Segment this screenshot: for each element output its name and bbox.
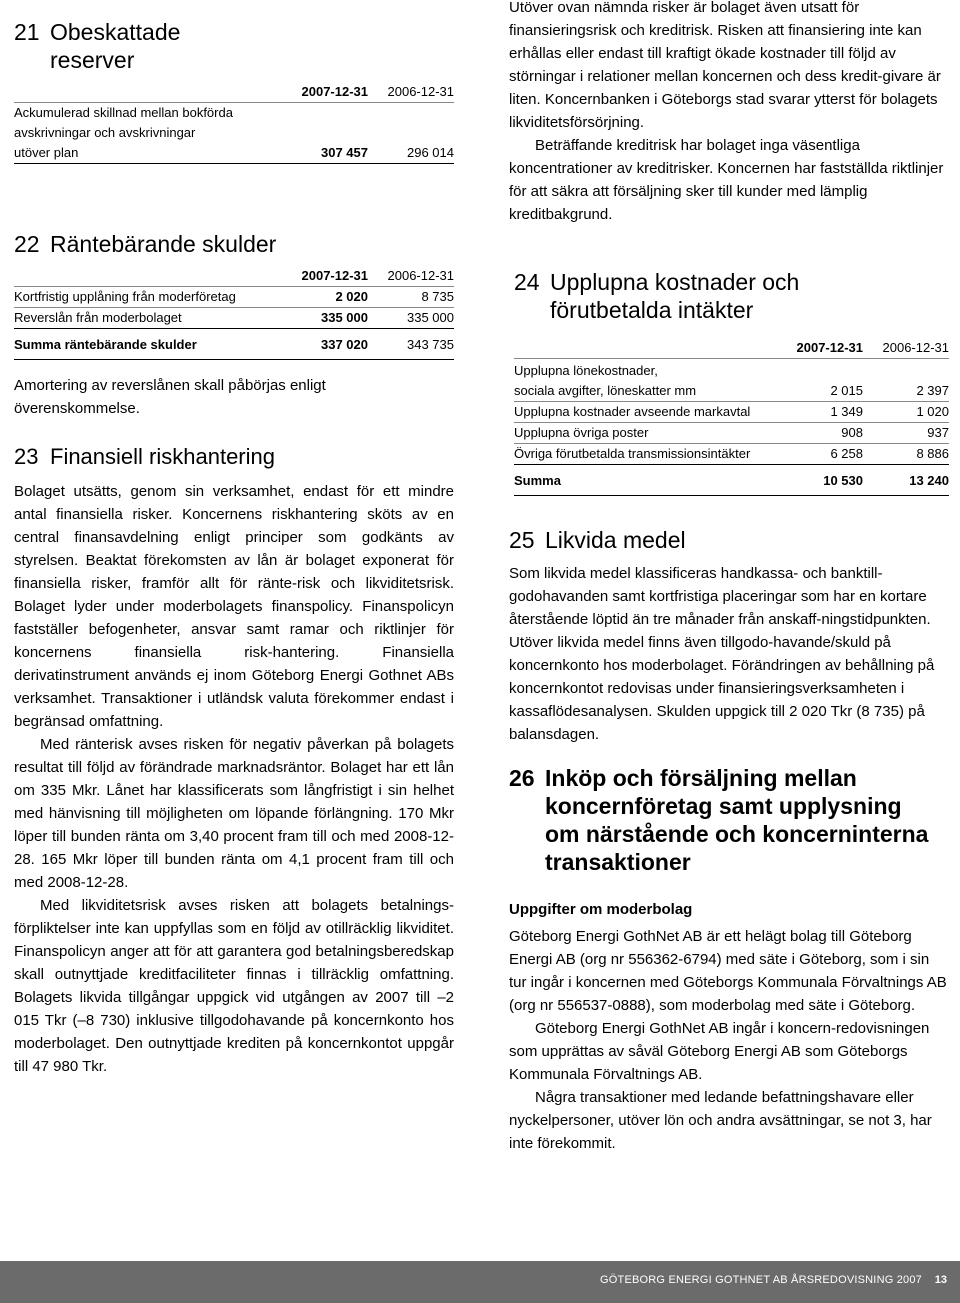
note-25 xyxy=(509,526,949,746)
note-26-paragraph-2: Göteborg Energi GothNet AB ingår i koncern-redovisningen som upprättas av såväl Göteborg Energi AB som Göteborgs Kommunala Förvaltnings AB. xyxy=(509,1020,930,1083)
table-row xyxy=(514,444,949,465)
note-22-sum-label: Summa räntebärande skulder xyxy=(14,329,282,360)
table-row xyxy=(514,381,949,402)
note-22 xyxy=(14,230,454,420)
note-21-row-v2: 296 014 xyxy=(368,143,454,164)
table-row-sum xyxy=(514,465,949,496)
note-24-col2: 2006-12-31 xyxy=(863,338,949,359)
note-24-row-3-label: Övriga förutbetalda transmissionsintäkter xyxy=(514,444,777,465)
note-26-title-line2: koncernföretag samt upplysning xyxy=(545,793,902,819)
note-21-row-v1: 307 457 xyxy=(282,143,368,164)
note-24-heading xyxy=(514,268,949,324)
note-24-row-2-v2: 937 xyxy=(863,423,949,444)
note-23-continued xyxy=(509,0,949,226)
note-26-heading xyxy=(509,764,949,876)
note-21-heading xyxy=(14,18,454,74)
note-23-number: 23 xyxy=(14,444,39,469)
note-21-row-label-3: utöver plan xyxy=(14,143,282,164)
note-24-title-line1: Upplupna kostnader och xyxy=(550,269,800,295)
note-22-row-0-v2: 8 735 xyxy=(368,287,454,308)
page-number: 13 xyxy=(934,1274,947,1286)
note-22-row-0-v1: 2 020 xyxy=(282,287,368,308)
note-21-col2: 2006-12-31 xyxy=(368,82,454,103)
note-22-table xyxy=(14,266,454,360)
note-24-row0-label: Upplupna lönekostnader, xyxy=(514,363,658,378)
note-24-row-2-label: Upplupna övriga poster xyxy=(514,423,777,444)
note-22-number: 22 xyxy=(14,231,40,257)
note-25-title: Likvida medel xyxy=(545,527,686,553)
note-21-row-label-1: Ackumulerad skillnad mellan bokförda xyxy=(14,105,233,120)
note-24-row-3-v1: 6 258 xyxy=(777,444,863,465)
note-24 xyxy=(514,268,949,496)
note-24-row-0-label: sociala avgifter, löneskatter mm xyxy=(514,381,777,402)
note-22-row-1-v1: 335 000 xyxy=(282,308,368,329)
note-23-paragraph-1: Bolaget utsätts, genom sin verksamhet, endast för ett mindre antal finansiella risker. Koncernens riskhantering sköts av en central finansavdelning enligt principer som godkänts av styrelsen. Beaktat förekomsten av lån är bolaget exponerat för finansiella risker, framför allt för ränte-risk och likviditetsrisk. Bolaget lyder under moderbolagets finanspolicy. Finanspolicyn fastställer befogenheter, ansvar samt ramar och riktlinjer för koncernens finansiella risk-hantering. Finansiella derivatinstrument används ej inom Göteborg Energi Gothnet ABs verksamhet. Transaktioner i utländsk valuta förekommer endast i begränsad omfattning. xyxy=(14,483,454,730)
note-26-title-line3: om närstående och koncerninterna xyxy=(545,821,929,847)
note-26-title-line4: transaktioner xyxy=(545,849,691,875)
note-23-paragraph-4: Utöver ovan nämnda risker är bolaget även utsatt för finansieringsrisk och kreditrisk. Risken att finansiering inte kan erhållas eller endast till kraftigt ökade kostnader till följd av störningar i relationer mellan koncernen och dess kredit-givare är liten. Koncernbanken i Göteborgs stad svarar ytterst för bolagets likviditetsförsörjning. xyxy=(509,0,941,131)
note-24-row-1-label: Upplupna kostnader avseende markavtal xyxy=(514,402,777,423)
note-24-sum-v2: 13 240 xyxy=(863,465,949,496)
table-row xyxy=(514,423,949,444)
note-21-table xyxy=(14,82,454,164)
note-24-number: 24 xyxy=(514,269,540,295)
note-26 xyxy=(509,764,949,1155)
note-22-col2: 2006-12-31 xyxy=(368,266,454,287)
note-26-title-line1: Inköp och försäljning mellan xyxy=(545,765,857,791)
table-row xyxy=(14,287,454,308)
note-21-number: 21 xyxy=(14,19,40,45)
note-24-table xyxy=(514,338,949,496)
note-23-paragraph-5: Beträffande kreditrisk har bolaget inga väsentliga koncentrationer av kreditrisker. Koncernen har fastställda riktlinjer för att säkra att försäljning sker till kunder med lämplig kreditbakgrund. xyxy=(509,137,944,223)
note-22-title: Räntebärande skulder xyxy=(50,231,277,257)
note-23 xyxy=(14,443,454,1078)
footer-text: GÖTEBORG ENERGI GOTHNET AB ÅRSREDOVISNING 2007 xyxy=(600,1274,922,1286)
note-23-heading xyxy=(14,443,454,471)
note-23-paragraph-3: Med likviditetsrisk avses risken att bolagets betalnings-förpliktelser inte kan uppfyllas som en följd av otillräcklig likviditet. Finanspolicyn anger att för att garantera god betalningsberedskap skall outnyttjade kreditfaciliteter finnas i tillräcklig omfattning. Bolagets likvida tillgångar uppgick vid utgången av 2007 till –2 015 Tkr (–8 730) inklusive tillgodohavande på koncernkonto hos moderbolaget. Den outnyttjade krediten på koncernkontot uppgår till 47 980 Tkr. xyxy=(14,897,454,1075)
note-21-title-line2: reserver xyxy=(50,47,135,73)
note-26-subheading: Uppgifter om moderbolag xyxy=(509,901,693,918)
note-21-col1: 2007-12-31 xyxy=(282,82,368,103)
note-22-sum-v2: 343 735 xyxy=(368,329,454,360)
page-footer xyxy=(0,1261,960,1303)
note-22-row-1-v2: 335 000 xyxy=(368,308,454,329)
note-26-paragraph-1: Göteborg Energi GothNet AB är ett helägt bolag till Göteborg Energi AB (org nr 556362-6794) med säte i Göteborg, som i sin tur ingår i koncernen med Göteborgs Kommunala Förvaltnings AB (org nr 556537-0888), som moderbolag med säte i Göteborg. xyxy=(509,928,947,1014)
note-25-paragraph-1: Som likvida medel klassificeras handkassa- och banktill-godohavanden samt kortfristiga placeringar som har en kortare återstående löptid än tre månader från anskaff-ningstidpunkten. Utöver likvida medel finns även tillgodo-havande/skuld på koncernkonto hos moderbolaget. Förändringen av behållning på koncernkontot redovisas under finansieringsverksamheten i kassaflödesanalysen. Skulden uppgick till 2 020 Tkr (8 735) på balansdagen. xyxy=(509,565,935,743)
note-22-sum-v1: 337 020 xyxy=(282,329,368,360)
note-24-row-2-v1: 908 xyxy=(777,423,863,444)
table-row xyxy=(14,308,454,329)
note-22-col1: 2007-12-31 xyxy=(282,266,368,287)
note-24-row-3-v2: 8 886 xyxy=(863,444,949,465)
note-24-col1: 2007-12-31 xyxy=(777,338,863,359)
note-21-row-label-2: avskrivningar och avskrivningar xyxy=(14,125,196,140)
note-24-row-0-v1: 2 015 xyxy=(777,381,863,402)
table-row xyxy=(514,402,949,423)
note-23-title: Finansiell riskhantering xyxy=(50,444,275,469)
note-24-row-0-v2: 2 397 xyxy=(863,381,949,402)
note-22-row-0-label: Kortfristig upplåning från moderföretag xyxy=(14,287,282,308)
table-row-sum xyxy=(14,329,454,360)
note-24-row-1-v1: 1 349 xyxy=(777,402,863,423)
note-22-text: Amortering av reverslånen skall påbörjas enligt överenskommelse. xyxy=(14,377,326,417)
note-21-title-line1: Obeskattade xyxy=(50,19,181,45)
note-25-number: 25 xyxy=(509,527,535,553)
note-24-title-line2: förutbetalda intäkter xyxy=(550,297,754,323)
note-24-row-1-v2: 1 020 xyxy=(863,402,949,423)
note-24-sum-label: Summa xyxy=(514,465,777,496)
note-24-sum-v1: 10 530 xyxy=(777,465,863,496)
note-26-paragraph-3: Några transaktioner med ledande befattningshavare eller nyckelpersoner, utöver lön och andra avsättningar, se not 3, har inte förekommit. xyxy=(509,1089,932,1152)
note-23-paragraph-2: Med ränterisk avses risken för negativ påverkan på bolagets resultat till följd av förändrade marknadsräntor. Bolaget har ett lån om 335 Mkr. Lånet har klassificerats som långfristigt i sin helhet med hänvisning till möjligheten om löpande förlängning. 170 Mkr löper till bunden ränta om 3,40 procent fram till och med 2008-12-28. 165 Mkr löper till bunden ränta om 4,1 procent fram till och med 2008-12-28. xyxy=(14,736,454,891)
note-26-number: 26 xyxy=(509,765,535,791)
note-25-heading xyxy=(509,526,949,554)
note-22-row-1-label: Reverslån från moderbolaget xyxy=(14,308,282,329)
note-22-heading xyxy=(14,230,454,258)
note-21 xyxy=(14,18,454,164)
